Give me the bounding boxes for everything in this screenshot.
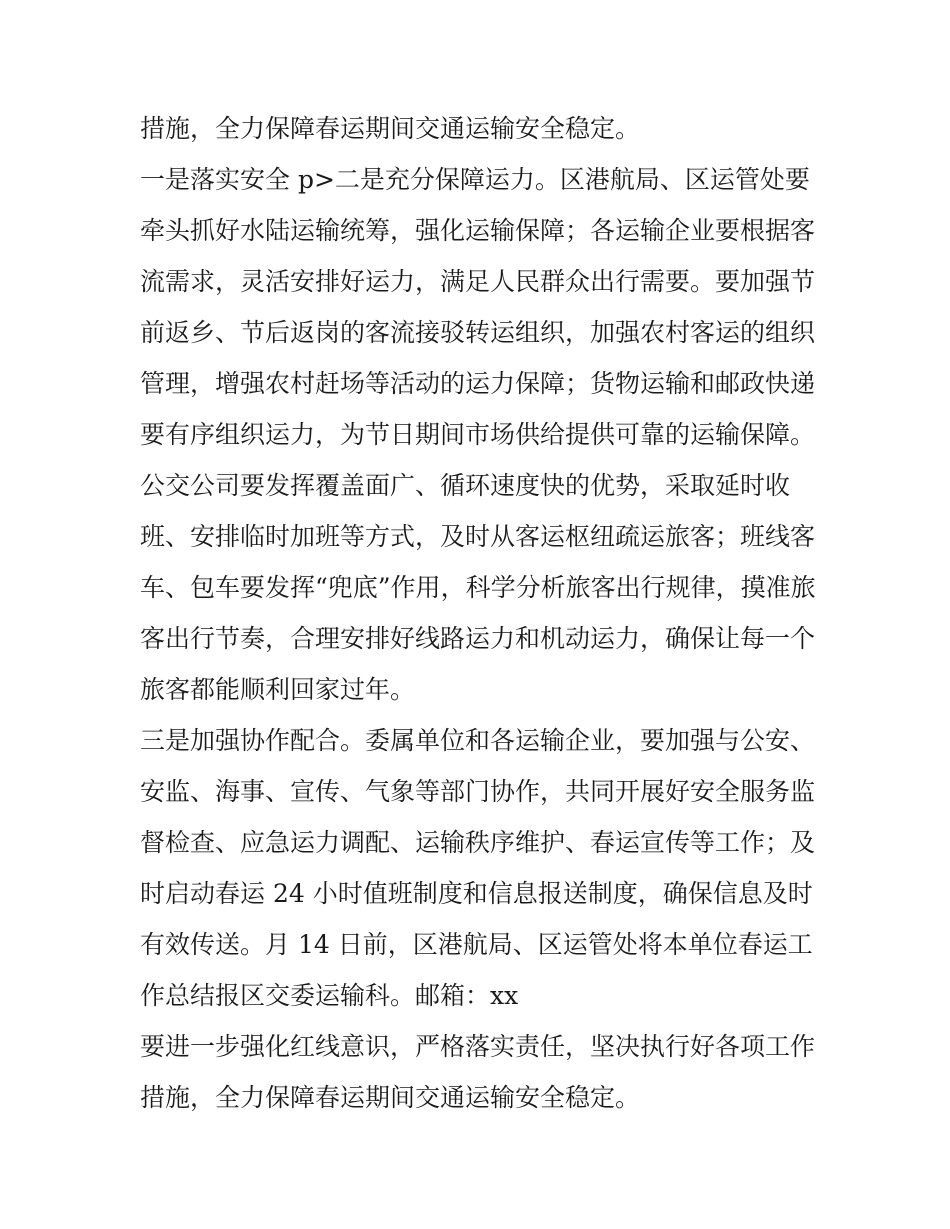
text-line: 前返乡、节后返岗的客流接驳转运组织，加强农村客运的组织: [140, 318, 816, 347]
text-line: 作总结报区交委运输科。邮箱：xx: [140, 981, 519, 1010]
text-line: 要有序组织运力，为节日期间市场供给提供可靠的运输保障。: [140, 420, 816, 449]
text-line: 三是加强协作配合。委属单位和各运输企业，要加强与公安、: [140, 726, 816, 755]
text-line: 流需求，灵活安排好运力，满足人民群众出行需要。要加强节: [140, 267, 816, 296]
text-line: 时启动春运 24 小时值班制度和信息报送制度，确保信息及时: [140, 879, 813, 908]
text-line: 有效传送。月 14 日前，区港航局、区运管处将本单位春运工: [140, 930, 813, 959]
text-line: 安监、海事、宣传、气象等部门协作，共同开展好安全服务监: [140, 777, 816, 806]
text-line: 班、安排临时加班等方式，及时从客运枢纽疏运旅客；班线客: [140, 522, 816, 551]
text-line: 车、包车要发挥“兜底”作用，科学分析旅客出行规律，摸准旅: [140, 573, 816, 602]
text-line: 牵头抓好水陆运输统筹，强化运输保障；各运输企业要根据客: [140, 216, 816, 245]
text-line: 措施，全力保障春运期间交通运输安全稳定。: [140, 1083, 641, 1112]
document-body: [140, 103, 830, 1123]
text-line: 措施，全力保障春运期间交通运输安全稳定。: [140, 114, 641, 143]
text-line: 要进一步强化红线意识，严格落实责任，坚决执行好各项工作: [140, 1032, 816, 1061]
text-line: 管理，增强农村赶场等活动的运力保障；货物运输和邮政快递: [140, 369, 816, 398]
text-line: 旅客都能顺利回家过年。: [140, 675, 416, 704]
text-line: 客出行节奏，合理安排好线路运力和机动运力，确保让每一个: [140, 624, 816, 653]
text-line: 督检查、应急运力调配、运输秩序维护、春运宣传等工作；及: [140, 828, 816, 857]
text-line: 一是落实安全 p>二是充分保障运力。区港航局、区运管处要: [140, 165, 810, 194]
text-line: 公交公司要发挥覆盖面广、循环速度快的优势，采取延时收: [140, 471, 791, 500]
